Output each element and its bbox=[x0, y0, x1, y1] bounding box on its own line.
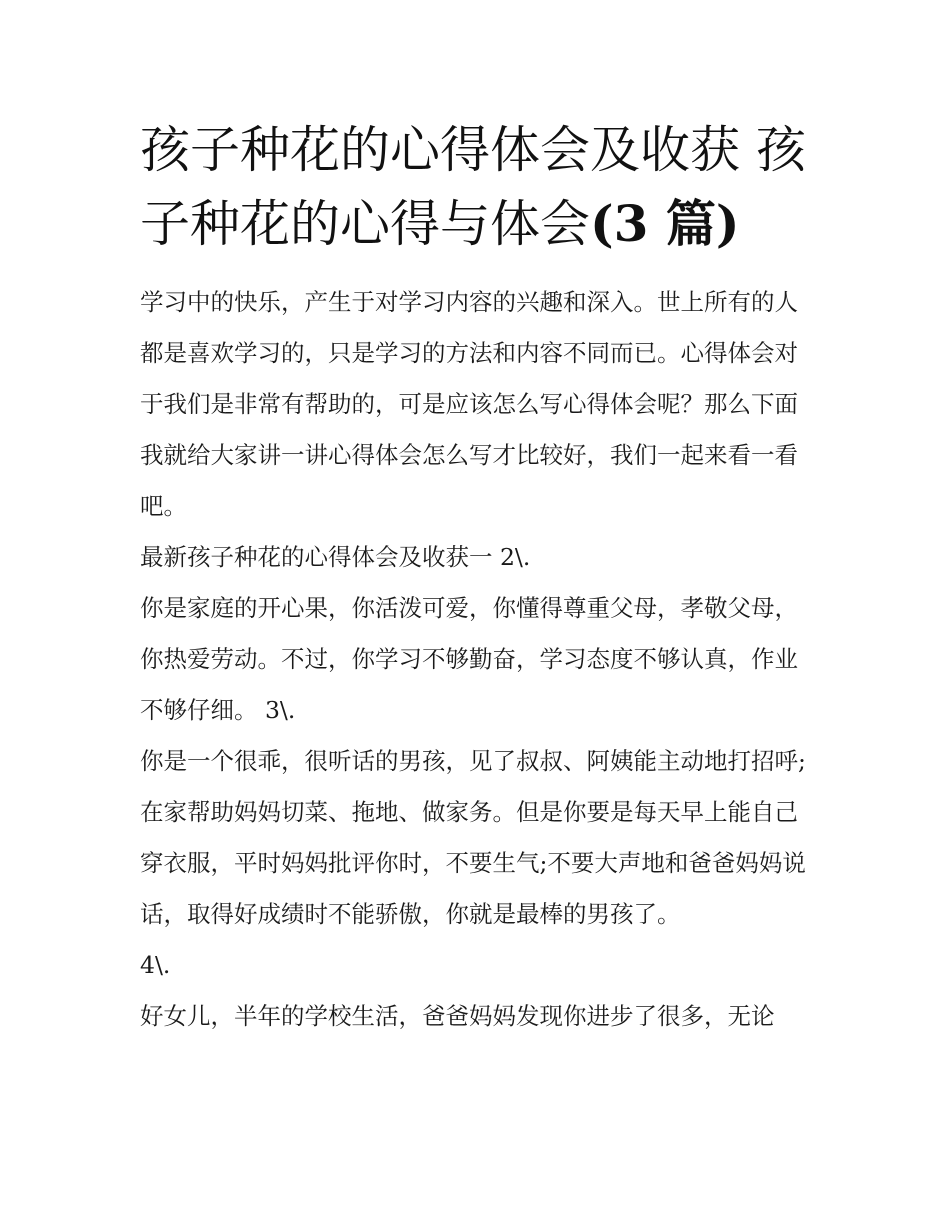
title-suffix: (3 篇) bbox=[590, 194, 740, 253]
document-title bbox=[140, 114, 830, 261]
comment-paragraph-4: 好女儿，半年的学校生活，爸爸妈妈发现你进步了很多，无论 bbox=[140, 1002, 775, 1030]
section-heading-paragraph: 最新孩子种花的心得体会及收获一 2\. bbox=[140, 543, 531, 571]
comment-paragraph-3: 你是一个很乖，很听话的男孩，见了叔叔、阿姨能主动地打招呼;在家帮助妈妈切菜、拖地、做家务。但是你要是每天早上能自己穿衣服，平时妈妈批评你时，不要生气;不要大声地和爸爸妈妈说话，取得好成绩时不能骄傲，你就是最棒的男孩了。 bbox=[140, 747, 806, 928]
comment-paragraph-2: 你是家庭的开心果，你活泼可爱，你懂得尊重父母，孝敬父母，你热爱劳动。不过，你学习不够勤奋，学习态度不够认真，作业不够仔细。 3\. bbox=[140, 594, 798, 724]
intro-paragraph: 学习中的快乐，产生于对学习内容的兴趣和深入。世上所有的人都是喜欢学习的，只是学习的方法和内容不同而已。心得体会对于我们是非常有帮助的，可是应该怎么写心得体会呢？那么下面我就给大家讲一讲心得体会怎么写才比较好，我们一起来看一看吧。 bbox=[140, 288, 798, 520]
title-main: 孩子种花的心得体会及收获 孩子种花的心得与体会 bbox=[140, 121, 806, 253]
document-body bbox=[140, 277, 820, 1042]
number-marker-4: 4\. bbox=[140, 951, 171, 979]
